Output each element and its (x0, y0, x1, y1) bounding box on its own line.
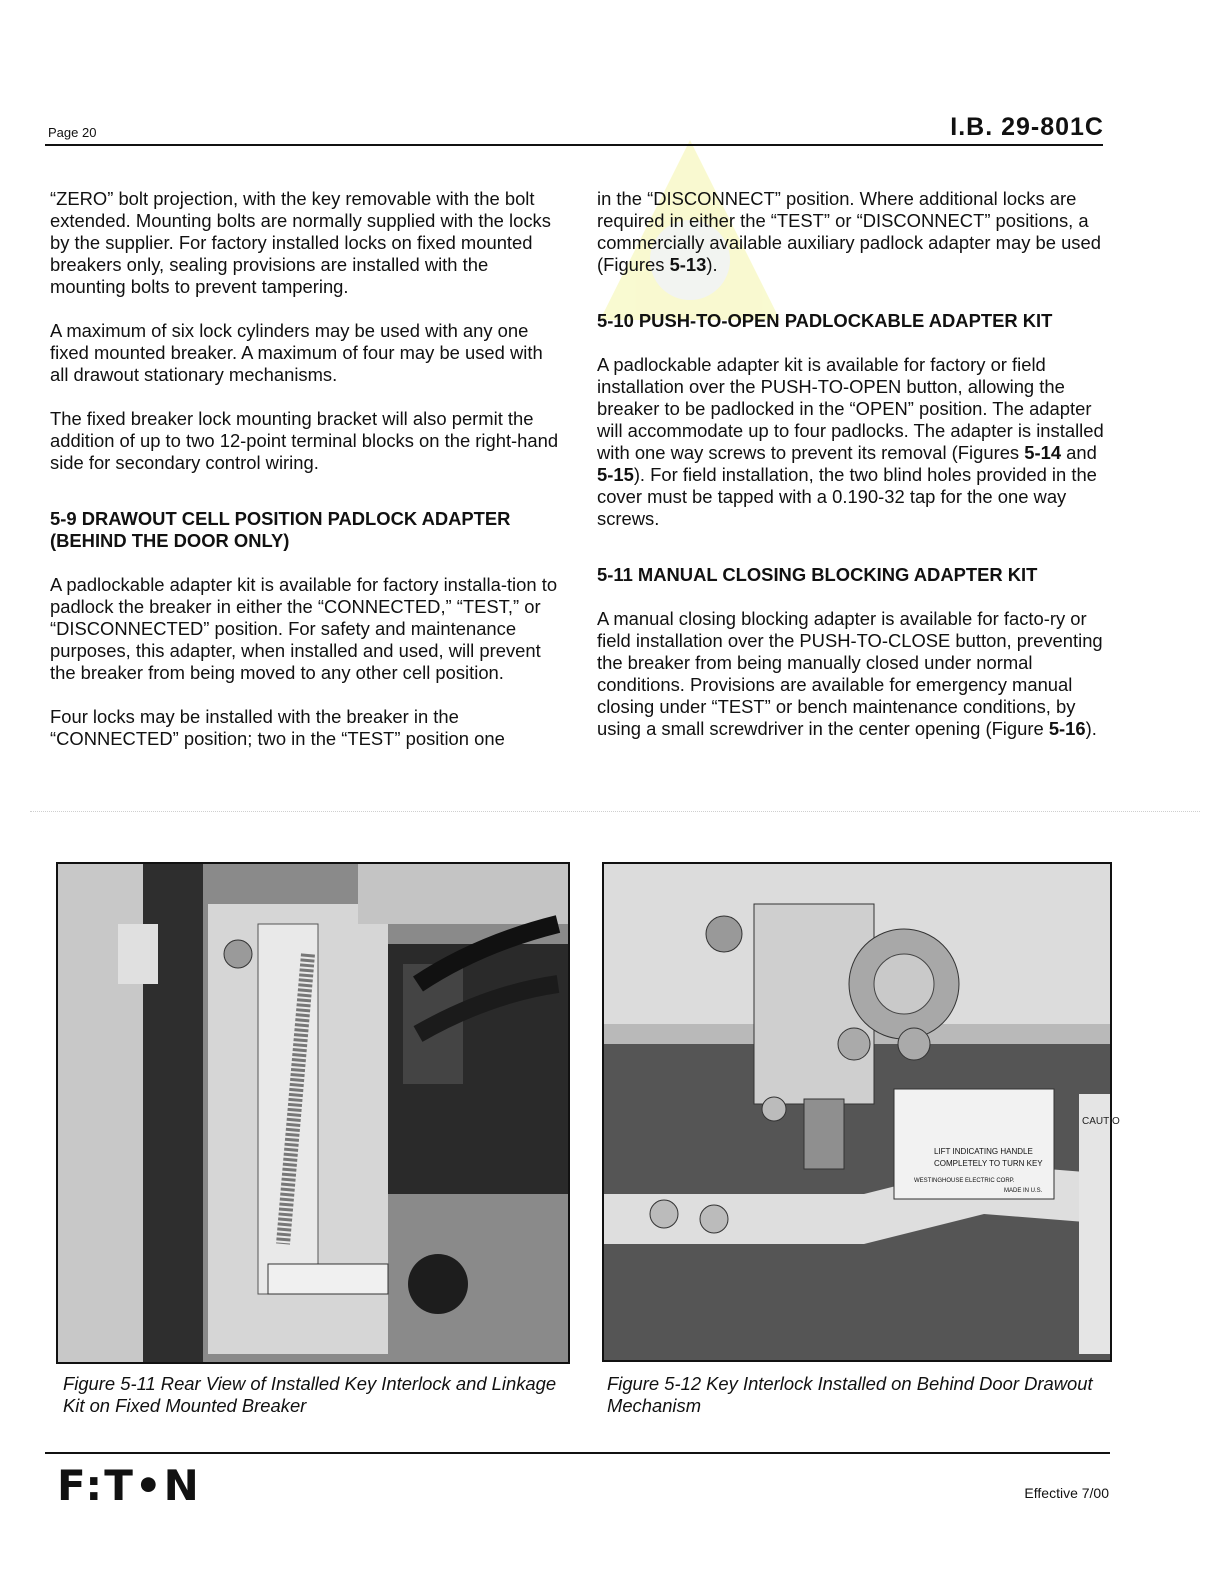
separator-dotted (30, 811, 1200, 812)
figure-5-12-caption: Figure 5-12 Key Interlock Installed on Behind Door Drawout Mechanism (607, 1373, 1093, 1416)
figure-ref-5-15: 5-15 (597, 464, 634, 485)
left-para-4: A padlockable adapter kit is available for factory installa-tion to padlock the breaker in either the “CONNECTED,” “TEST,” or “DISCONNECTED” position. For safety and maintenance purposes, this adapter, when installed and used, will prevent the breaker from being moved to any other cell position. (50, 574, 558, 683)
right-para-2-and: and (1061, 442, 1097, 463)
section-5-11-heading: 5-11 MANUAL CLOSING BLOCKING ADAPTER KIT (597, 564, 1038, 585)
key-interlock-drawout-illustration (604, 864, 1120, 1360)
right-para-1 (597, 188, 1107, 276)
right-para-2 (597, 354, 1107, 530)
left-para-3: The fixed breaker lock mounting bracket will also permit the addition of up to two 12-point terminal blocks on the right-hand side for secondary control wiring. (50, 408, 559, 473)
page-header (45, 112, 1104, 144)
section-5-9-heading: 5-9 DRAWOUT CELL POSITION PADLOCK ADAPTER (BEHIND THE DOOR ONLY) (50, 508, 511, 551)
fig2-label-line4: MADE IN U.S. (1004, 1188, 1043, 1194)
left-para-2: A maximum of six lock cylinders may be used with any one fixed mounted breaker. A maximum of four may be used with all drawout stationary mechanisms. (50, 320, 543, 385)
left-para-5: Four locks may be installed with the breaker in the “CONNECTED” position; two in the “TEST” position one (50, 706, 505, 749)
right-para-3-text: A manual closing blocking adapter is available for facto-ry or field installation over the PUSH-TO-CLOSE button, preventing the breaker from being manually closed under normal conditions. Provisions are available for emergency manual closing under “TEST” or bench maintenance conditions, by using a small screwdriver in the center opening (Figure (597, 608, 1103, 739)
figure-5-11-photo (56, 862, 570, 1364)
key-interlock-linkage-illustration (58, 864, 568, 1362)
left-column (50, 188, 565, 772)
footer-rule (45, 1452, 1110, 1454)
section-5-10-heading: 5-10 PUSH-TO-OPEN PADLOCKABLE ADAPTER KIT (597, 310, 1053, 331)
document-id: I.B. 29-801C (950, 113, 1104, 141)
right-para-3 (597, 608, 1107, 740)
right-para-1-text: in the “DISCONNECT” position. Where additional locks are required in either the “TEST” or “DISCONNECT” positions, a commercially available auxiliary padlock adapter may be used (Figures (597, 188, 1101, 275)
figure-5-12-photo (602, 862, 1120, 1362)
eaton-logo: F:T•N (57, 1461, 201, 1510)
right-para-3-end: ). (1085, 718, 1097, 739)
page-number: Page 20 (48, 125, 97, 140)
figure-ref-5-13: 5-13 (669, 254, 707, 275)
right-para-1-end: ). (706, 254, 718, 275)
fig2-label-line3: WESTINGHOUSE ELECTRIC CORP. (914, 1178, 1015, 1184)
fig2-caution-label: CAUTIO (1082, 1116, 1120, 1127)
right-column (597, 188, 1107, 762)
fig2-label-line1: LIFT INDICATING HANDLE (934, 1147, 1033, 1156)
right-para-2-end: ). For field installation, the two blind holes provided in the cover must be tapped with a 0.190-32 tap for the one way screws. (597, 464, 1097, 529)
figure-ref-5-16: 5-16 (1048, 718, 1086, 739)
fig2-label-line2: COMPLETELY TO TURN KEY (934, 1159, 1043, 1168)
figure-ref-5-14: 5-14 (1024, 442, 1062, 463)
left-para-1: “ZERO” bolt projection, with the key removable with the bolt extended. Mounting bolts are normally supplied with the locks by the supplier. For factory installed locks on fixed mounted breakers only, sealing provisions are installed with the mounting bolts to prevent tampering. (50, 188, 551, 297)
right-para-2-text: A padlockable adapter kit is available for factory or field installation over the PUSH-TO-OPEN button, allowing the breaker to be padlocked in the “OPEN” position. The adapter will accommodate up to four padlocks. The adapter is installed with one way screws to prevent its removal (Figures (597, 354, 1104, 463)
header-rule (45, 144, 1103, 146)
figure-5-11-caption: Figure 5-11 Rear View of Installed Key Interlock and Linkage Kit on Fixed Mounted Breaker (63, 1373, 557, 1416)
effective-date: Effective 7/00 (1024, 1485, 1109, 1501)
